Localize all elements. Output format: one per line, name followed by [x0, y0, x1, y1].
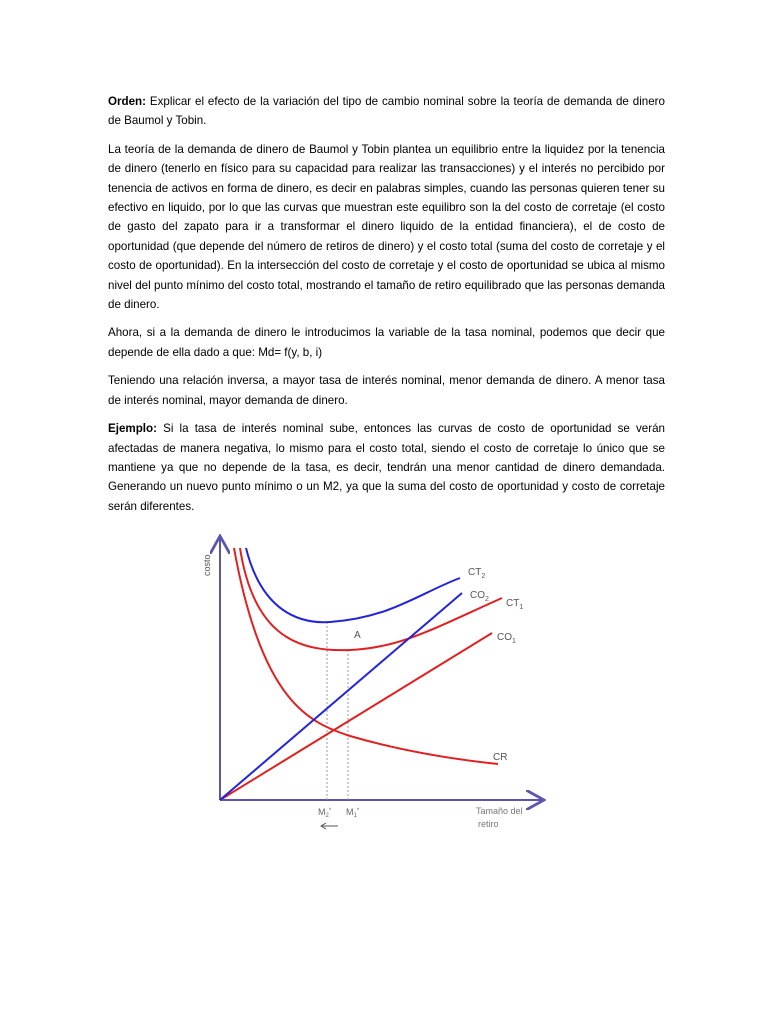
- paragraph-inverse-relation: [108, 371, 665, 410]
- co1-label: $CO_1$: [497, 632, 516, 645]
- cr-label: CR: [493, 752, 508, 763]
- paragraph-orden: [108, 92, 665, 131]
- ejemplo-label: Ejemplo:: [108, 422, 157, 436]
- orden-label: Orden:: [108, 95, 147, 108]
- cost-curves-diagram: [190, 528, 560, 838]
- ejemplo-text: Si la tasa de interés nominal sube, entonces las curvas de costo de oportunidad se verán afectadas de manera negativa, lo mismo para el costo total, siendo el costo de corretaje lo único que se mantiene ya que no depende de la tasa, es decir, tendrán una menor cantidad de dinero demandada. Generando un nuevo punto mínimo o un M2, ya que la suma del costo de oportunidad y costo de corretaje serán diferentes.: [108, 422, 665, 513]
- y-axis-label: costo: [202, 554, 212, 576]
- cr-curve: [234, 548, 498, 764]
- baumol-tobin-figure: [190, 528, 560, 843]
- inverse-relation-text: Teniendo una relación inversa, a mayor tasa de interés nominal, menor demanda de dinero. A menor tasa de interés nominal, mayor demanda de dinero.: [108, 374, 665, 407]
- point-a-label: A: [354, 630, 361, 641]
- theory-text: La teoría de la demanda de dinero de Baumol y Tobin plantea un equilibrio entre la liquidez por la tenencia de dinero (tenerlo en físico para su capacidad para realizar las transacciones) y el interés no percibido por tenencia de activos en forma de dinero, es decir en palabras simples, cuando las personas quieren tener su efectivo en liquido, por lo que las curvas que muestran este equilibro son la del costo de corretaje (el costo de gasto del zapato para ir a transformar el dinero liquido de la entidad financiera), el de costo de oportunidad (que depende del número de retiros de dinero) y el costo total (suma del costo de corretaje y el costo de oportunidad). En la intersección del costo de corretaje y el costo de oportunidad se ubica al mismo nivel del punto mínimo del costo total, mostrando el tamaño de retiro equilibrado que las personas demanda de dinero.: [108, 142, 665, 312]
- x-axis-label-line2: retiro: [478, 819, 499, 829]
- m1-tick-label: $M_1^*$: [346, 807, 360, 819]
- ct2-label: $CT_2$: [468, 567, 486, 580]
- paragraph-theory: [108, 140, 665, 315]
- nominal-rate-text: Ahora, si a la demanda de dinero le introducimos la variable de la tasa nominal, podemos que decir que depende de ella dado a que: Md= f(y, b, i): [108, 326, 665, 359]
- ct2-curve: [246, 548, 460, 622]
- co2-line: [220, 593, 462, 800]
- paragraph-ejemplo: [108, 419, 665, 516]
- co2-label: $CO_2$: [470, 590, 489, 603]
- ct1-label: $CT_1$: [506, 598, 524, 611]
- ct1-curve: [240, 548, 502, 650]
- orden-text: Explicar el efecto de la variación del tipo de cambio nominal sobre la teoría de demanda de dinero de Baumol y Tobin.: [108, 95, 665, 128]
- paragraph-nominal-rate: [108, 323, 665, 362]
- x-axis-label-line1: Tamaño del: [476, 806, 523, 816]
- document-body: [108, 92, 665, 525]
- m2-tick-label: $M_2^*$: [318, 807, 332, 819]
- co1-line: [220, 633, 492, 800]
